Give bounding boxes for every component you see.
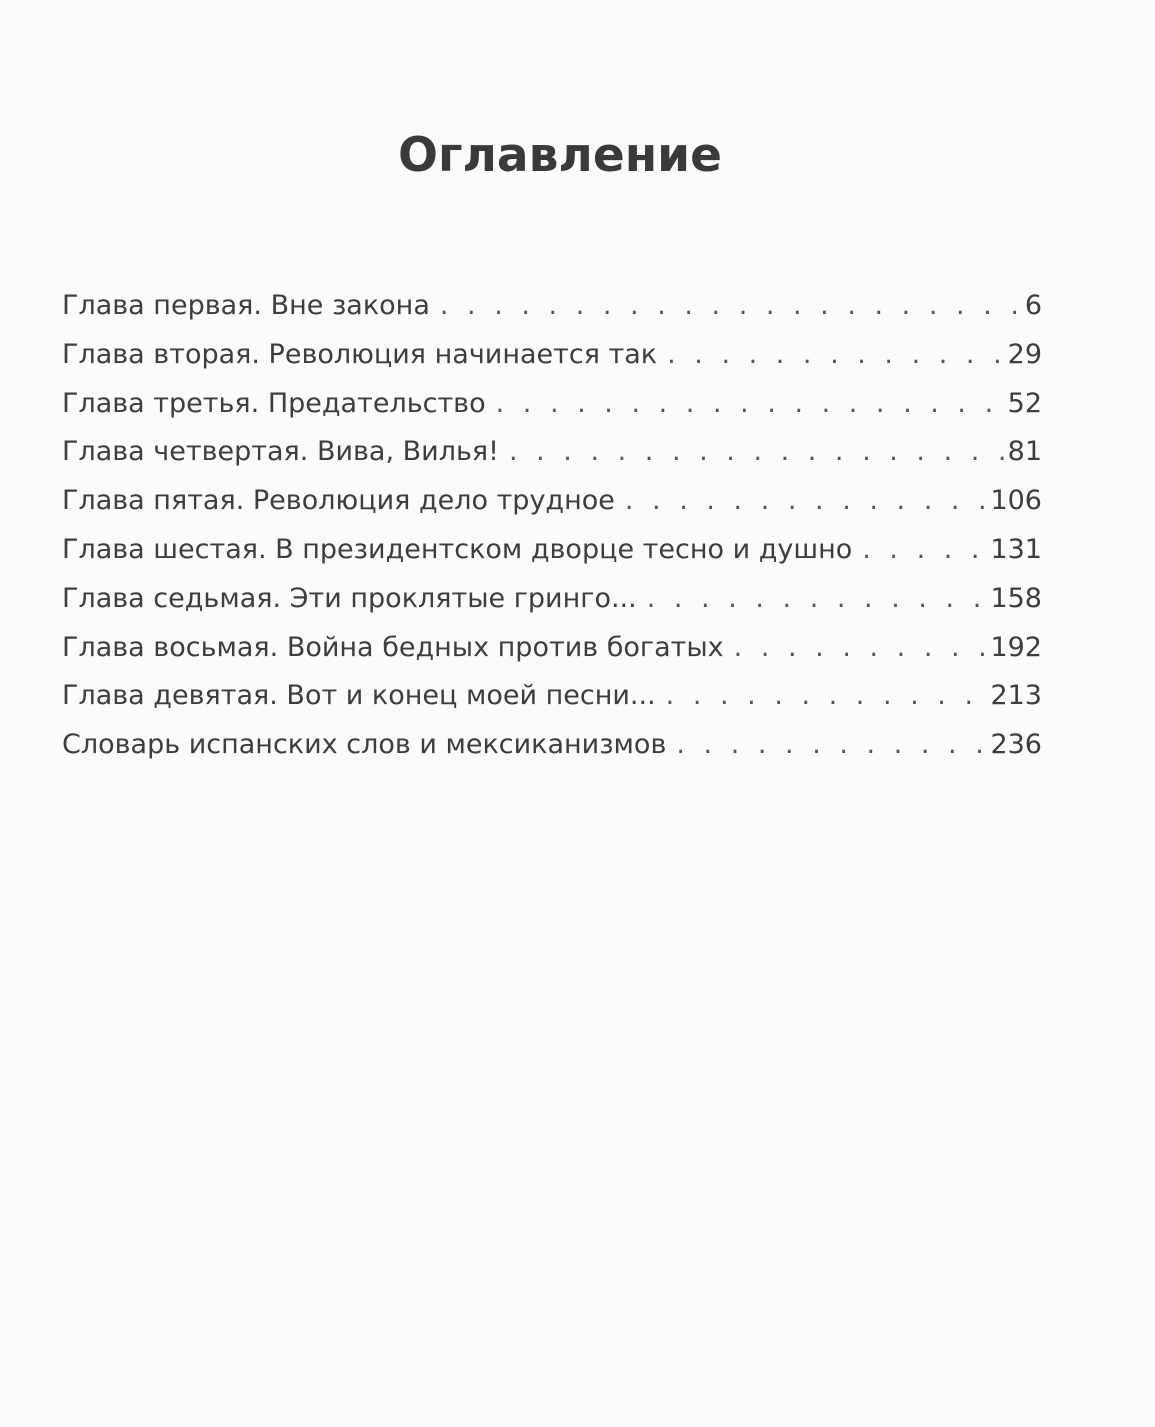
dot-leader: [625, 477, 987, 525]
dot-leader: [440, 282, 1021, 330]
toc-page-number: 106: [990, 485, 1042, 517]
page-title: Оглавление: [398, 128, 722, 183]
dot-leader: [496, 380, 1004, 428]
table-of-contents: [62, 282, 1042, 770]
toc-page-number: 81: [1007, 436, 1042, 468]
toc-page-number: 131: [990, 533, 1042, 565]
dot-leader: [676, 721, 986, 769]
toc-entry-title: Глава третья. Предательство: [62, 387, 486, 419]
toc-entry: [62, 624, 1042, 673]
toc-page-number: 213: [990, 680, 1042, 712]
toc-page-number: 158: [990, 582, 1042, 614]
dot-leader: [509, 428, 1004, 476]
toc-entry: [62, 428, 1042, 477]
toc-entry-title: Словарь испанских слов и мексиканизмов: [62, 729, 667, 761]
dot-leader: [647, 575, 987, 623]
toc-entry-title: Глава четвертая. Вива, Вилья!: [62, 436, 499, 468]
toc-entry-title: Глава шестая. В президентском дворце тесно и душно: [62, 533, 853, 565]
toc-entry-title: Глава восьмая. Война бедных против богатых: [62, 631, 724, 663]
toc-entry-title: Глава вторая. Революция начинается так: [62, 338, 658, 370]
toc-entry: [62, 526, 1042, 575]
toc-page-number: 192: [990, 631, 1042, 663]
toc-entry: [62, 477, 1042, 526]
toc-entry: [62, 672, 1042, 721]
dot-leader: [734, 624, 987, 672]
dot-leader: [862, 526, 986, 574]
toc-entry: [62, 282, 1042, 331]
toc-entry: [62, 721, 1042, 770]
toc-page-number: 6: [1024, 290, 1042, 321]
toc-entry-title: Глава первая. Вне закона: [62, 290, 430, 321]
toc-entry: [62, 575, 1042, 624]
dot-leader: [666, 672, 987, 720]
toc-entry-title: Глава седьмая. Эти проклятые гринго...: [62, 582, 637, 614]
toc-entry: [62, 331, 1042, 380]
dot-leader: [667, 331, 1004, 379]
toc-page-number: 52: [1007, 387, 1042, 419]
toc-page-number: 236: [990, 729, 1042, 761]
toc-entry-title: Глава девятая. Вот и конец моей песни...: [62, 680, 656, 712]
toc-page-number: 29: [1007, 338, 1042, 370]
toc-entry-title: Глава пятая. Революция дело трудное: [62, 485, 615, 517]
toc-entry: [62, 380, 1042, 429]
